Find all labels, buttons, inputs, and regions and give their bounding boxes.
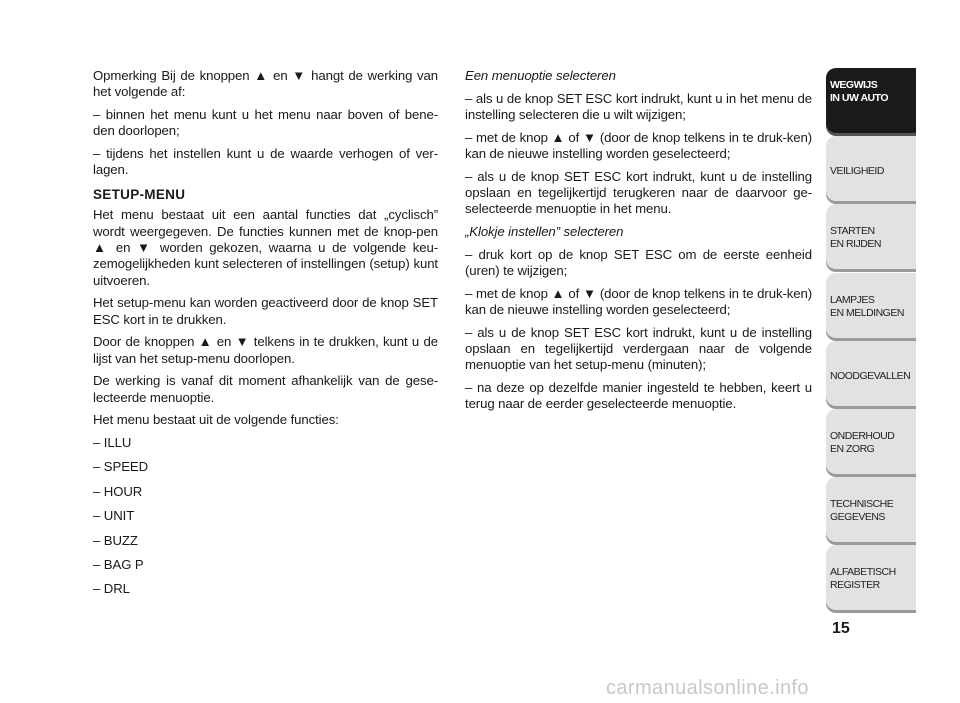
bullet-adjust: – tijdens het instellen kunt u de waarde verhogen of ver-lagen. [93,146,438,178]
list-item: – HOUR [93,483,143,499]
tab-label: EN ZORG [830,442,875,455]
page-number: 15 [832,620,850,637]
tab-label: TECHNISCHE [830,498,894,510]
watermark: carmanualsonline.info [606,677,809,699]
left-column [93,68,438,606]
right-column [465,68,812,419]
list-item: – SPEED [93,459,149,475]
tab-label: NOODGEVALLEN [830,370,911,382]
list-item: – BAG P [93,557,144,573]
instruction: – als u de knop SET ESC kort indrukt, kunt u de instelling opslaan en tegelijkertijd verdergaan naar de volgende menuoptie van het setup-menu (minuten); [465,324,812,373]
tab-noodgevallen[interactable] [826,341,916,406]
instruction: – als u de knop SET ESC kort indrukt, kunt u de instelling opslaan en tegelijkertijd terugkeren naar de daarvoor ge-selecteerde menuoptie in het menu. [465,168,812,217]
instruction: – met de knop ▲ of ▼ (door de knop telkens in te druk-ken) kan de nieuwe instelling worden geselecteerd; [465,129,812,161]
tab-label: LAMPJES [830,294,875,306]
instruction: – druk kort op de knop SET ESC om de eerste eenheid (uren) te wijzigen; [465,246,812,278]
instruction: – na deze op dezelfde manier ingesteld te hebben, keert u terug naar de eerder geselecteerde menuoptie. [465,380,812,412]
tab-veiligheid[interactable] [826,136,916,201]
list-item: – DRL [93,581,130,597]
setup-intro-paragraph: Het menu bestaat uit een aantal functies dat „cyclisch” wordt weergegeven. De functies kunnen met de knop-pen ▲ en ▼ worden gekozen, waarna u de volgende keu-zemogelijkheden kunt selecteren of instellingen (setup) kunt uitvoeren. [93,207,438,288]
instruction: – met de knop ▲ of ▼ (door de knop telkens in te druk-ken) kan de nieuwe instelling worden geselecteerd; [465,285,812,317]
tab-lampjes[interactable] [826,273,916,338]
subheading-select-option: Een menuoptie selecteren [465,68,616,83]
list-item: – UNIT [93,508,135,524]
tab-label: STARTEN [830,225,875,237]
tab-alfabetisch[interactable] [826,545,916,610]
tab-label: GEGEVENS [830,510,885,523]
tab-label: REGISTER [830,578,880,591]
tab-label: WEGWIJS [830,79,878,91]
bullet-scroll: – binnen het menu kunt u het menu naar boven of bene-den doorlopen; [93,107,438,139]
tab-label: ONDERHOUD [830,430,895,442]
tab-label: VEILIGHEID [830,165,884,177]
setup-depends-paragraph: De werking is vanaf dit moment afhankelijk van de gese-lecteerde menuoptie. [93,373,438,405]
setup-scroll-paragraph: Door de knoppen ▲ en ▼ telkens in te drukken, kunt u de lijst van het setup-menu doorlopen. [93,334,438,366]
tab-wegwijs[interactable] [826,68,916,133]
tab-label: EN MELDINGEN [830,306,904,319]
tab-technische[interactable] [826,477,916,542]
functions-intro: Het menu bestaat uit de volgende functies: [93,412,339,428]
tab-onderhoud[interactable] [826,409,916,474]
list-item: – ILLU [93,435,132,451]
section-heading: SETUP-MENU [93,186,186,202]
tab-label: IN UW AUTO [830,91,888,104]
subheading-clock: „Klokje instellen” selecteren [465,224,624,239]
list-item: – BUZZ [93,532,138,548]
setup-activate-paragraph: Het setup-menu kan worden geactiveerd door de knop SET ESC kort in te drukken. [93,295,438,327]
tab-starten[interactable] [826,204,916,269]
tab-label: EN RIJDEN [830,237,881,250]
tab-label: ALFABETISCH [830,566,896,578]
note-paragraph: Opmerking Bij de knoppen ▲ en ▼ hangt de werking van het volgende af: [93,68,438,100]
instruction: – als u de knop SET ESC kort indrukt, kunt u in het menu de instelling selecteren die u wilt wijzigen; [465,90,812,122]
